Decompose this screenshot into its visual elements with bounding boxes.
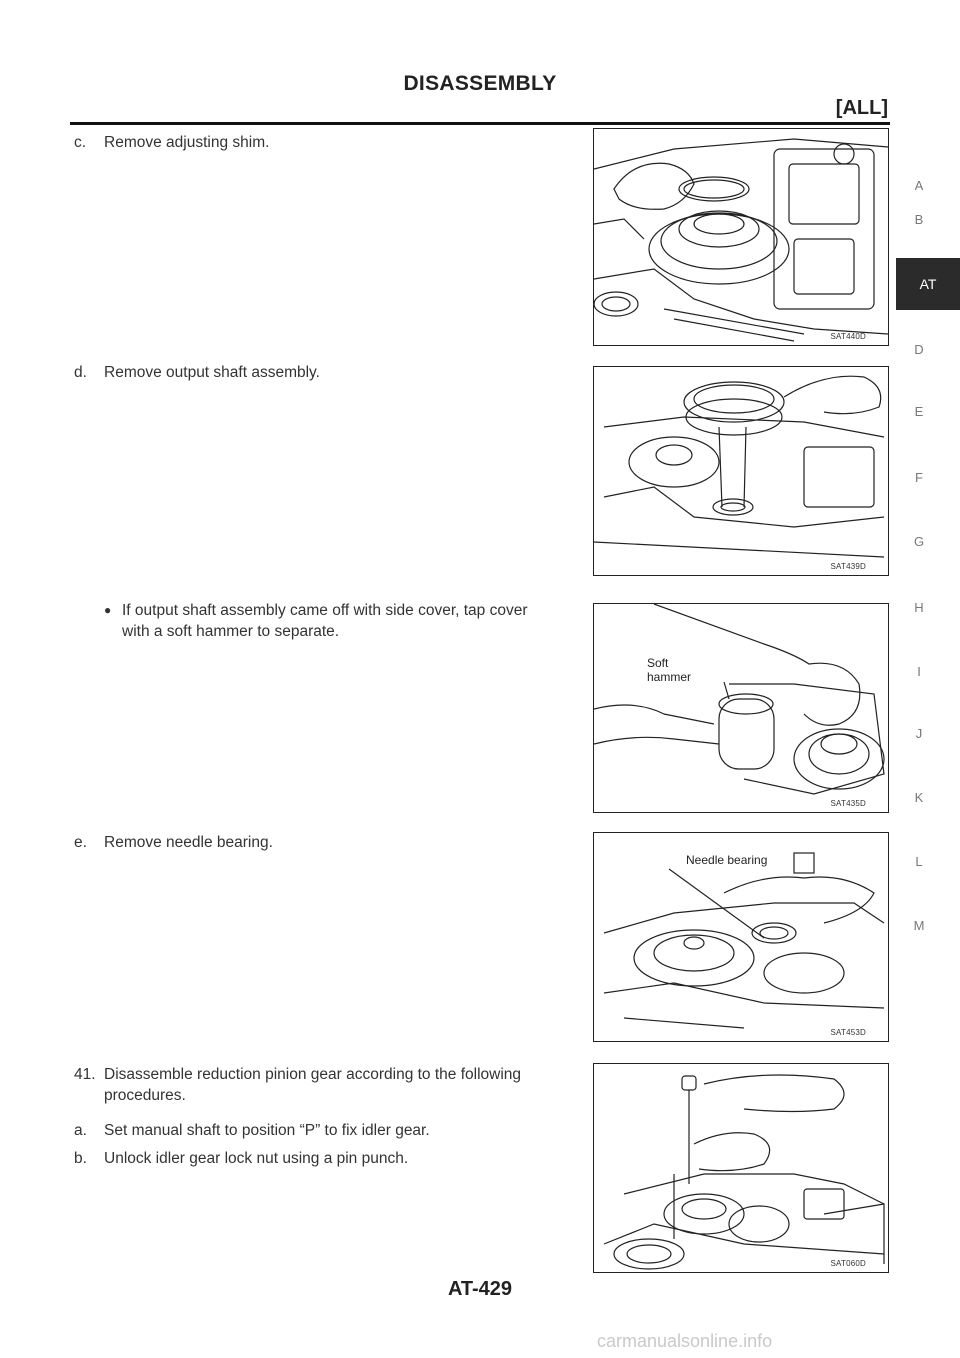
side-index-A: A — [914, 178, 924, 193]
figure-needle-bearing — [593, 832, 889, 1042]
step-c-label: c. — [74, 134, 87, 151]
figure-soft-hammer — [593, 603, 889, 813]
needle-bearing-label: Needle bearing — [686, 853, 768, 867]
figure-soft-hammer-drawing — [594, 604, 888, 812]
step-a-text: Set manual shaft to position “P” to fix idler gear. — [104, 1122, 430, 1139]
figure-code: SAT453D — [830, 1028, 866, 1037]
step-d-text: Remove output shaft assembly. — [104, 364, 320, 381]
bullet-icon: ● — [104, 603, 112, 617]
figure-code: SAT440D — [830, 332, 866, 341]
step-41 — [74, 1064, 576, 1106]
step-d — [74, 362, 320, 383]
step-41-line-1: Disassemble reduction pinion gear according to the following — [104, 1066, 522, 1083]
side-index-H: H — [914, 600, 924, 615]
step-b — [74, 1148, 408, 1169]
soft-hammer-label-line-1: Soft — [647, 656, 669, 670]
figure-code: SAT439D — [830, 562, 866, 571]
figure-adjusting-shim — [593, 128, 889, 346]
note-bullet — [104, 600, 576, 642]
step-b-text: Unlock idler gear lock nut using a pin punch. — [104, 1150, 409, 1167]
side-index-F: F — [915, 470, 923, 485]
side-index-E: E — [914, 404, 924, 419]
step-a — [74, 1120, 430, 1141]
step-e-text: Remove needle bearing. — [104, 834, 273, 851]
page-subtitle: [ALL] — [835, 97, 888, 119]
side-index-M: M — [913, 918, 925, 933]
side-index-active-tab: AT — [896, 258, 960, 310]
header-rule — [70, 122, 890, 125]
step-a-label: a. — [74, 1122, 87, 1139]
note-line-2: with a soft hammer to separate. — [122, 623, 340, 640]
figure-output-shaft-drawing — [594, 367, 888, 575]
side-index-J: J — [915, 726, 923, 741]
figure-pin-punch — [593, 1063, 889, 1273]
figure-pin-punch-drawing — [594, 1064, 888, 1272]
soft-hammer-label — [647, 656, 691, 684]
side-index-G: G — [913, 534, 925, 549]
side-index-L: L — [915, 854, 923, 869]
step-c-text: Remove adjusting shim. — [104, 134, 270, 151]
step-e — [74, 832, 273, 853]
step-d-label: d. — [74, 364, 87, 381]
step-41-label: 41. — [74, 1066, 96, 1083]
side-index-B: B — [914, 212, 924, 227]
soft-hammer-label-line-2: hammer — [647, 670, 692, 684]
figure-code: SAT435D — [830, 799, 866, 808]
figure-code: SAT060D — [830, 1259, 866, 1268]
figure-output-shaft — [593, 366, 889, 576]
watermark: carmanualsonline.info — [597, 1331, 773, 1351]
step-e-label: e. — [74, 834, 87, 851]
note-line-1: If output shaft assembly came off with side cover, tap cover — [122, 602, 528, 619]
step-b-label: b. — [74, 1150, 87, 1167]
step-41-line-2: procedures. — [104, 1087, 186, 1104]
step-c — [74, 132, 269, 153]
side-index-K: K — [914, 790, 924, 805]
side-index-I: I — [917, 664, 921, 679]
page-number: AT-429 — [447, 1278, 513, 1300]
figure-adjusting-shim-drawing — [594, 129, 888, 345]
side-index-D: D — [914, 342, 924, 357]
page-title: DISASSEMBLY — [403, 72, 557, 95]
